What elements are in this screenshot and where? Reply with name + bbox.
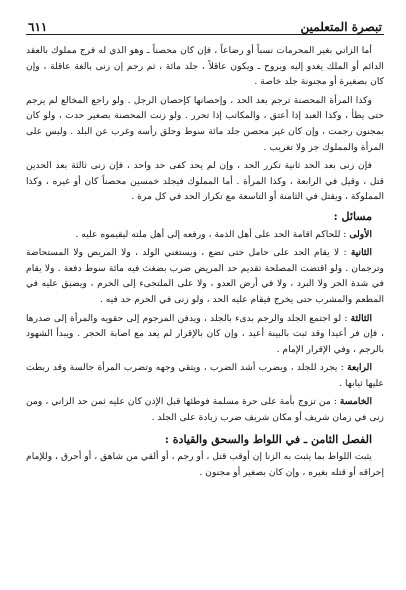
paragraph: وكذا المرأة المحصنة ترجم بعد الحد ، وإحصانها كإحصان الرجل . ولو راجع المخالع لم يرجم حتى يطأ ، وكذا العبد إذا أعتق ، والمكاتب إذا تحرر . ولو زنت المحصنة بصغير حدت ، ولو كان بمجنون رجمت ، وإن كان غير محصن جلد مائة سوط وحلق رأسه وغرب عن البلد . وليس على المرأة والمملوك جز ولا تغريب . xyxy=(26,94,384,153)
issue-text: : لو اجتمع الجلد والرجم بدىء بالجلد ، ويدفن المرجوم إلى حقويه والمرأة إلى صدرها ، فإن فر أعيدا وقد ثبت بالبينة أعيد ، وإن كان بالإقرار لم يعد مع اصابة الحجر . ويبدأ الشهود بالرجم ، وفي الإقرار الإمام . xyxy=(26,312,384,355)
issue-label: الخامسة xyxy=(339,396,372,408)
issue-item xyxy=(26,227,384,243)
page-number: ٦١١ xyxy=(28,20,48,34)
book-page xyxy=(26,8,384,584)
issues-heading: مسائل : xyxy=(333,209,372,223)
paragraph: يثبت اللواط بما يثبت به الزنا إن أوقب قتل ، أو رجم ، أو ألقي من شاهق ، أو أحرق ، وللإمام إحراقه أو قتله بغيره ، وإن كان بصغير أو مجنون . xyxy=(26,451,384,478)
issue-item xyxy=(26,311,384,358)
paragraph: فإن زنى بعد الحد ثانية تكرر الحد ، وإن لم يحد كفى حد واحد ، فإن زنى ثالثة بعد الحدين قتل ، وقيل في الرابعة ، وكذا المرأة . أما المملوك فيجلد خمسين محصناً كان أو غيره ، وكذا المملوكة ، ويقتل في الثامنة أو التاسعة مع تكرار الحد في كل مرة . xyxy=(26,160,384,203)
issue-text: : من تزوج بأمة على حرة مسلمة فوطئها قبل الإذن كان عليه ثمن حد الزاني ، ومن زنى في زمان شريف أو مكان شريف ضرب زيادة على الجلد . xyxy=(26,396,384,424)
issue-item xyxy=(26,394,384,425)
running-head xyxy=(26,8,384,35)
issue-label: الأولى xyxy=(349,228,372,240)
issue-item xyxy=(26,245,384,307)
issue-item xyxy=(26,360,384,391)
paragraph: أما الزاني بغير المحرمات نسباً أو رضاعاً ، فإن كان محصناً ـ وهو الذي له فرج مملوك بالعقد الدائم أو الملك يغدو إليه ويروح ـ ويكون عاقلاً ، جلد مائة ، ثم رجم إن زنى بالغة عاقلة ، وإن كان بصغيرة أو مجنونة جلد خاصة . xyxy=(26,45,384,88)
issue-text: : يجرد للجلد ، ويضرب أشد الضرب ، ويتقي وجهه وتضرب المرأة جالسة وقد ربطت عليها ثيابها . xyxy=(26,362,384,389)
issue-text: : للحاكم اقامة الحد على أهل الذمة ، ورفعه إلى أهل ملته ليقيموه عليه . xyxy=(75,228,347,240)
chapter-heading: الفصل الثامن ـ في اللواط والسحق والقيادة : xyxy=(164,432,372,446)
running-head-title: تبصرة المتعلمين xyxy=(300,20,382,34)
issue-text: : لا يقام الحد على حامل حتى تضع ، ويستغني الولد ، ولا المريض ولا المستحاضة وترجمان . ولو اقتضت المصلحة تقديم حد المريض ضرب بضغث فيه مائة سوط دفعة . ولا يقام في شدة الحر ولا البرد ، ولا في أرض العدو ، ولا على الملتجىء إلى الحرم ، ويضيق عليه في المطعم والمشرب حتى يخرج فيقام عليه الحد ، ولو زنى في الحرم حد فيه . xyxy=(26,247,384,305)
issue-label: الثالثة xyxy=(350,312,373,324)
issue-label: الثانية xyxy=(350,247,373,259)
body-text xyxy=(26,43,384,480)
issue-label: الرابعة xyxy=(347,362,373,374)
